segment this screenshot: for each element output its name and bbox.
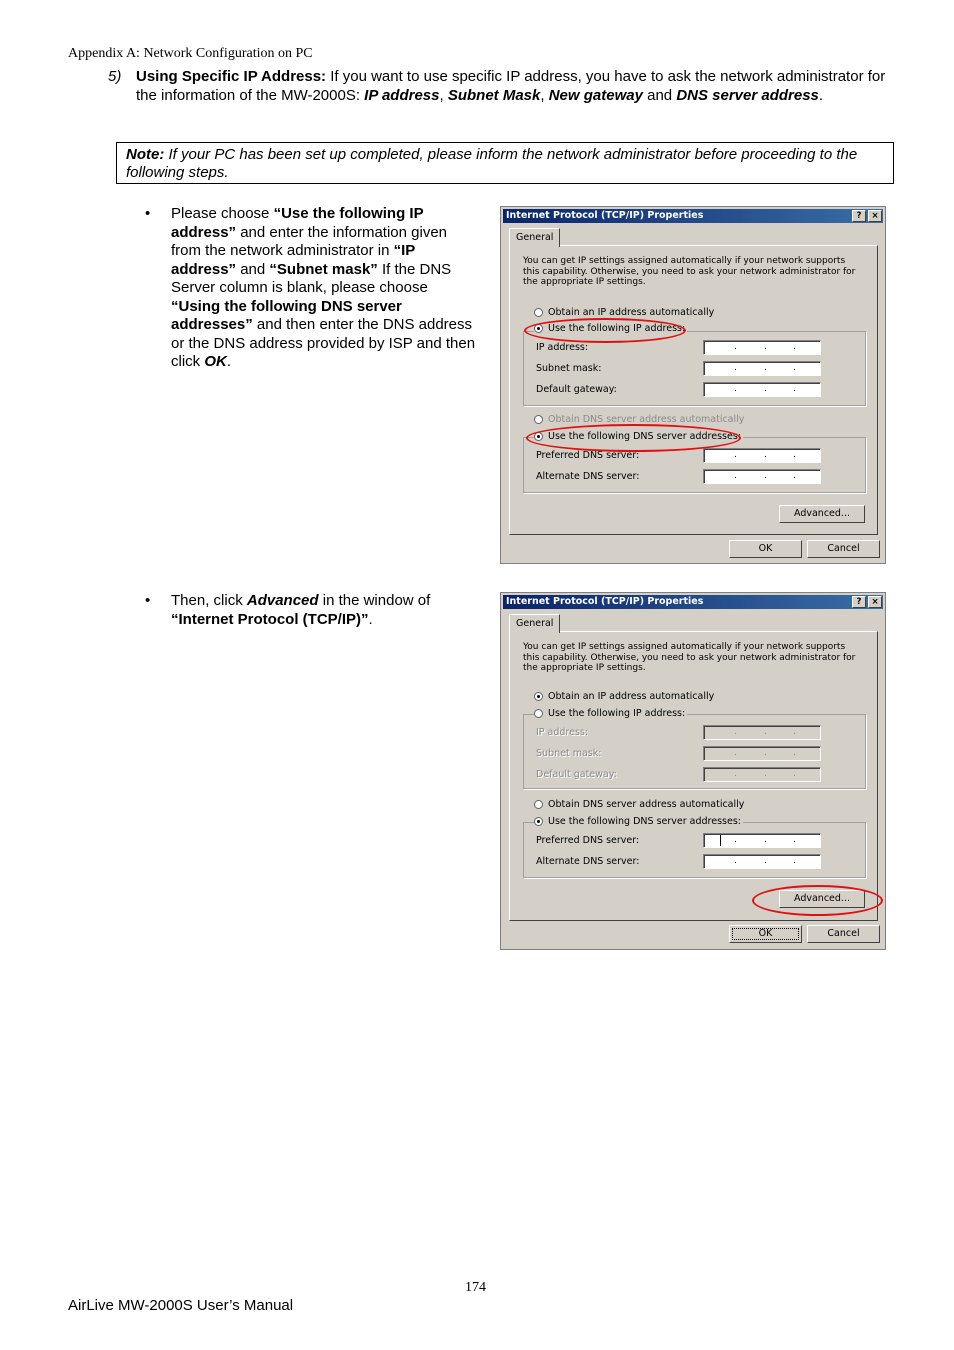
tcpip-dialog-2 bbox=[500, 592, 886, 950]
ip-address-label: IP address: bbox=[536, 727, 589, 738]
alternate-dns-label: Alternate DNS server: bbox=[536, 471, 640, 482]
text: If the DNS Server column is blank, please choose bbox=[171, 260, 452, 296]
radio-label: Obtain DNS server address automatically bbox=[548, 799, 745, 810]
step-paragraph bbox=[136, 68, 896, 105]
text: in the window of bbox=[318, 592, 431, 609]
bullet2-text bbox=[171, 592, 477, 629]
text: Please choose bbox=[171, 205, 274, 222]
dialog-title: Internet Protocol (TCP/IP) Properties bbox=[506, 596, 704, 607]
ip-dot: . bbox=[764, 471, 767, 481]
ip-dot: . bbox=[734, 856, 737, 866]
dialog-titlebar bbox=[503, 595, 883, 609]
obtain-ip-auto-radio[interactable] bbox=[534, 691, 716, 702]
tcpip-dialog-1 bbox=[500, 206, 886, 564]
step-period: . bbox=[818, 86, 824, 104]
radio-label: Use the following IP address: bbox=[548, 708, 686, 719]
intro-text: You can get IP settings assigned automatically if your network supports this capability. Otherwise, you need to ask your network administrator for the appropriate IP settings. bbox=[523, 256, 856, 287]
bold-text: “Use the following IP address” bbox=[171, 205, 424, 241]
ip-dot: . bbox=[764, 835, 767, 845]
radio-label: Obtain an IP address automatically bbox=[548, 307, 715, 318]
step-and: and bbox=[642, 86, 677, 104]
subnet-mask-label: Subnet mask: bbox=[536, 748, 602, 759]
radio-selected-icon bbox=[534, 692, 543, 701]
default-gateway-input[interactable] bbox=[703, 767, 821, 782]
radio-label: Obtain DNS server address automatically bbox=[548, 414, 745, 425]
ip-dot: . bbox=[734, 363, 737, 373]
radio-selected-icon bbox=[534, 432, 543, 441]
bullet1-text bbox=[171, 205, 477, 372]
alternate-dns-label: Alternate DNS server: bbox=[536, 856, 640, 867]
radio-label: Obtain an IP address automatically bbox=[548, 691, 715, 702]
ip-dot: . bbox=[793, 769, 796, 779]
bullet-symbol: • bbox=[145, 592, 151, 609]
ip-dot: . bbox=[793, 835, 796, 845]
ip-dot: . bbox=[793, 727, 796, 737]
radio-selected-icon bbox=[534, 817, 543, 826]
ip-dot: . bbox=[793, 748, 796, 758]
tab-general[interactable]: General bbox=[509, 228, 560, 247]
ip-dot: . bbox=[734, 727, 737, 737]
preferred-dns-input[interactable] bbox=[703, 448, 821, 463]
bold-italic-text: Advanced bbox=[246, 592, 319, 609]
radio-icon bbox=[534, 415, 543, 424]
ip-dot: . bbox=[734, 748, 737, 758]
note-text: If your PC has been set up completed, please inform the network administrator before proceeding to the following steps. bbox=[126, 146, 858, 181]
ip-dot: . bbox=[764, 856, 767, 866]
text: Then, click bbox=[171, 592, 247, 609]
advanced-button[interactable]: Advanced... bbox=[779, 505, 865, 523]
running-header: Appendix A: Network Configuration on PC bbox=[68, 46, 313, 61]
intro-text: You can get IP settings assigned automatically if your network supports this capability. Otherwise, you need to ask your network administrator for the appropriate IP settings. bbox=[523, 642, 856, 673]
ip-dot: . bbox=[734, 769, 737, 779]
radio-icon bbox=[534, 308, 543, 317]
ok-button[interactable]: OK bbox=[729, 925, 802, 943]
dns-group bbox=[523, 437, 866, 493]
help-button[interactable]: ? bbox=[852, 596, 866, 608]
ip-dot: . bbox=[764, 363, 767, 373]
text: and bbox=[236, 260, 270, 278]
default-gateway-label: Default gateway: bbox=[536, 384, 617, 395]
ip-dot: . bbox=[764, 342, 767, 352]
text: . bbox=[368, 610, 373, 628]
radio-label: Use the following DNS server addresses: bbox=[548, 816, 741, 827]
ip-dot: . bbox=[764, 769, 767, 779]
bold-text: “IP address” bbox=[171, 242, 415, 278]
ip-address-input[interactable] bbox=[703, 340, 821, 355]
use-following-ip-radio[interactable] bbox=[534, 323, 687, 334]
note-label: Note: bbox=[126, 146, 165, 163]
ip-dot: . bbox=[793, 856, 796, 866]
help-button[interactable]: ? bbox=[852, 210, 866, 222]
radio-label: Use the following DNS server addresses: bbox=[548, 431, 741, 442]
preferred-dns-label: Preferred DNS server: bbox=[536, 450, 640, 461]
dialog-title: Internet Protocol (TCP/IP) Properties bbox=[506, 210, 704, 221]
alternate-dns-input[interactable] bbox=[703, 854, 821, 869]
bold-text: “Subnet mask” bbox=[269, 260, 378, 278]
ip-dot: . bbox=[764, 727, 767, 737]
cancel-button[interactable]: Cancel bbox=[807, 925, 880, 943]
page-number: 174 bbox=[465, 1280, 486, 1295]
text-caret bbox=[720, 835, 721, 846]
use-following-dns-radio[interactable] bbox=[534, 816, 743, 827]
bullet-symbol: • bbox=[145, 205, 151, 222]
use-following-ip-radio[interactable] bbox=[534, 708, 687, 719]
step-comma: , bbox=[439, 86, 448, 104]
preferred-dns-input[interactable] bbox=[703, 833, 821, 848]
ip-dot: . bbox=[734, 471, 737, 481]
ip-dot: . bbox=[793, 363, 796, 373]
ip-dot: . bbox=[764, 450, 767, 460]
text: and enter the information given from the network administrator in bbox=[171, 223, 448, 259]
step-text: If you want to use specific IP address, you have to ask the network administrator for the information of the MW-2000S: bbox=[136, 68, 886, 104]
term-ip-address: IP address bbox=[364, 86, 440, 104]
ip-dot: . bbox=[793, 342, 796, 352]
ip-address-input[interactable] bbox=[703, 725, 821, 740]
obtain-dns-auto-radio[interactable] bbox=[534, 799, 746, 810]
ip-dot: . bbox=[764, 384, 767, 394]
term-subnet-mask: Subnet Mask bbox=[447, 86, 541, 104]
radio-icon bbox=[534, 709, 543, 718]
ip-dot: . bbox=[734, 450, 737, 460]
cancel-button[interactable]: Cancel bbox=[807, 540, 880, 558]
term-new-gateway: New gateway bbox=[548, 86, 643, 104]
term-dns-server-address: DNS server address bbox=[676, 86, 819, 104]
subnet-mask-input[interactable] bbox=[703, 746, 821, 761]
ip-dot: . bbox=[734, 342, 737, 352]
default-gateway-label: Default gateway: bbox=[536, 769, 617, 780]
subnet-mask-input[interactable] bbox=[703, 361, 821, 376]
bold-text: “Using the following DNS server addresses” bbox=[171, 297, 402, 333]
ip-dot: . bbox=[793, 384, 796, 394]
ip-dot: . bbox=[734, 835, 737, 845]
advanced-button[interactable]: Advanced... bbox=[779, 890, 865, 908]
dns-group bbox=[523, 822, 866, 878]
radio-selected-icon bbox=[534, 324, 543, 333]
close-button[interactable]: × bbox=[868, 596, 882, 608]
bold-text: “Internet Protocol (TCP/IP)” bbox=[171, 610, 369, 628]
dialog-titlebar bbox=[503, 209, 883, 223]
note-box bbox=[116, 142, 894, 184]
step-number: 5) bbox=[108, 68, 122, 85]
obtain-dns-auto-radio[interactable] bbox=[534, 414, 746, 425]
text: . bbox=[226, 353, 232, 370]
bold-italic-text: OK bbox=[204, 353, 227, 370]
ip-dot: . bbox=[764, 748, 767, 758]
ip-dot: . bbox=[734, 384, 737, 394]
radio-icon bbox=[534, 800, 543, 809]
close-button[interactable]: × bbox=[868, 210, 882, 222]
text: and then enter the DNS address or the DNS address provided by ISP and then click bbox=[171, 316, 476, 370]
preferred-dns-label: Preferred DNS server: bbox=[536, 835, 640, 846]
default-gateway-input[interactable] bbox=[703, 382, 821, 397]
footer-title: AirLive MW-2000S User’s Manual bbox=[68, 1297, 294, 1314]
obtain-ip-auto-radio[interactable] bbox=[534, 307, 716, 318]
alternate-dns-input[interactable] bbox=[703, 469, 821, 484]
tab-general[interactable]: General bbox=[509, 614, 560, 633]
ip-dot: . bbox=[793, 450, 796, 460]
ip-dot: . bbox=[793, 471, 796, 481]
use-following-dns-radio[interactable] bbox=[534, 431, 743, 442]
step-lead: Using Specific IP Address: bbox=[136, 68, 327, 85]
ok-button[interactable]: OK bbox=[729, 540, 802, 558]
subnet-mask-label: Subnet mask: bbox=[536, 363, 602, 374]
radio-label: Use the following IP address: bbox=[548, 323, 686, 334]
step-comma: , bbox=[540, 86, 549, 104]
ip-address-label: IP address: bbox=[536, 342, 589, 353]
